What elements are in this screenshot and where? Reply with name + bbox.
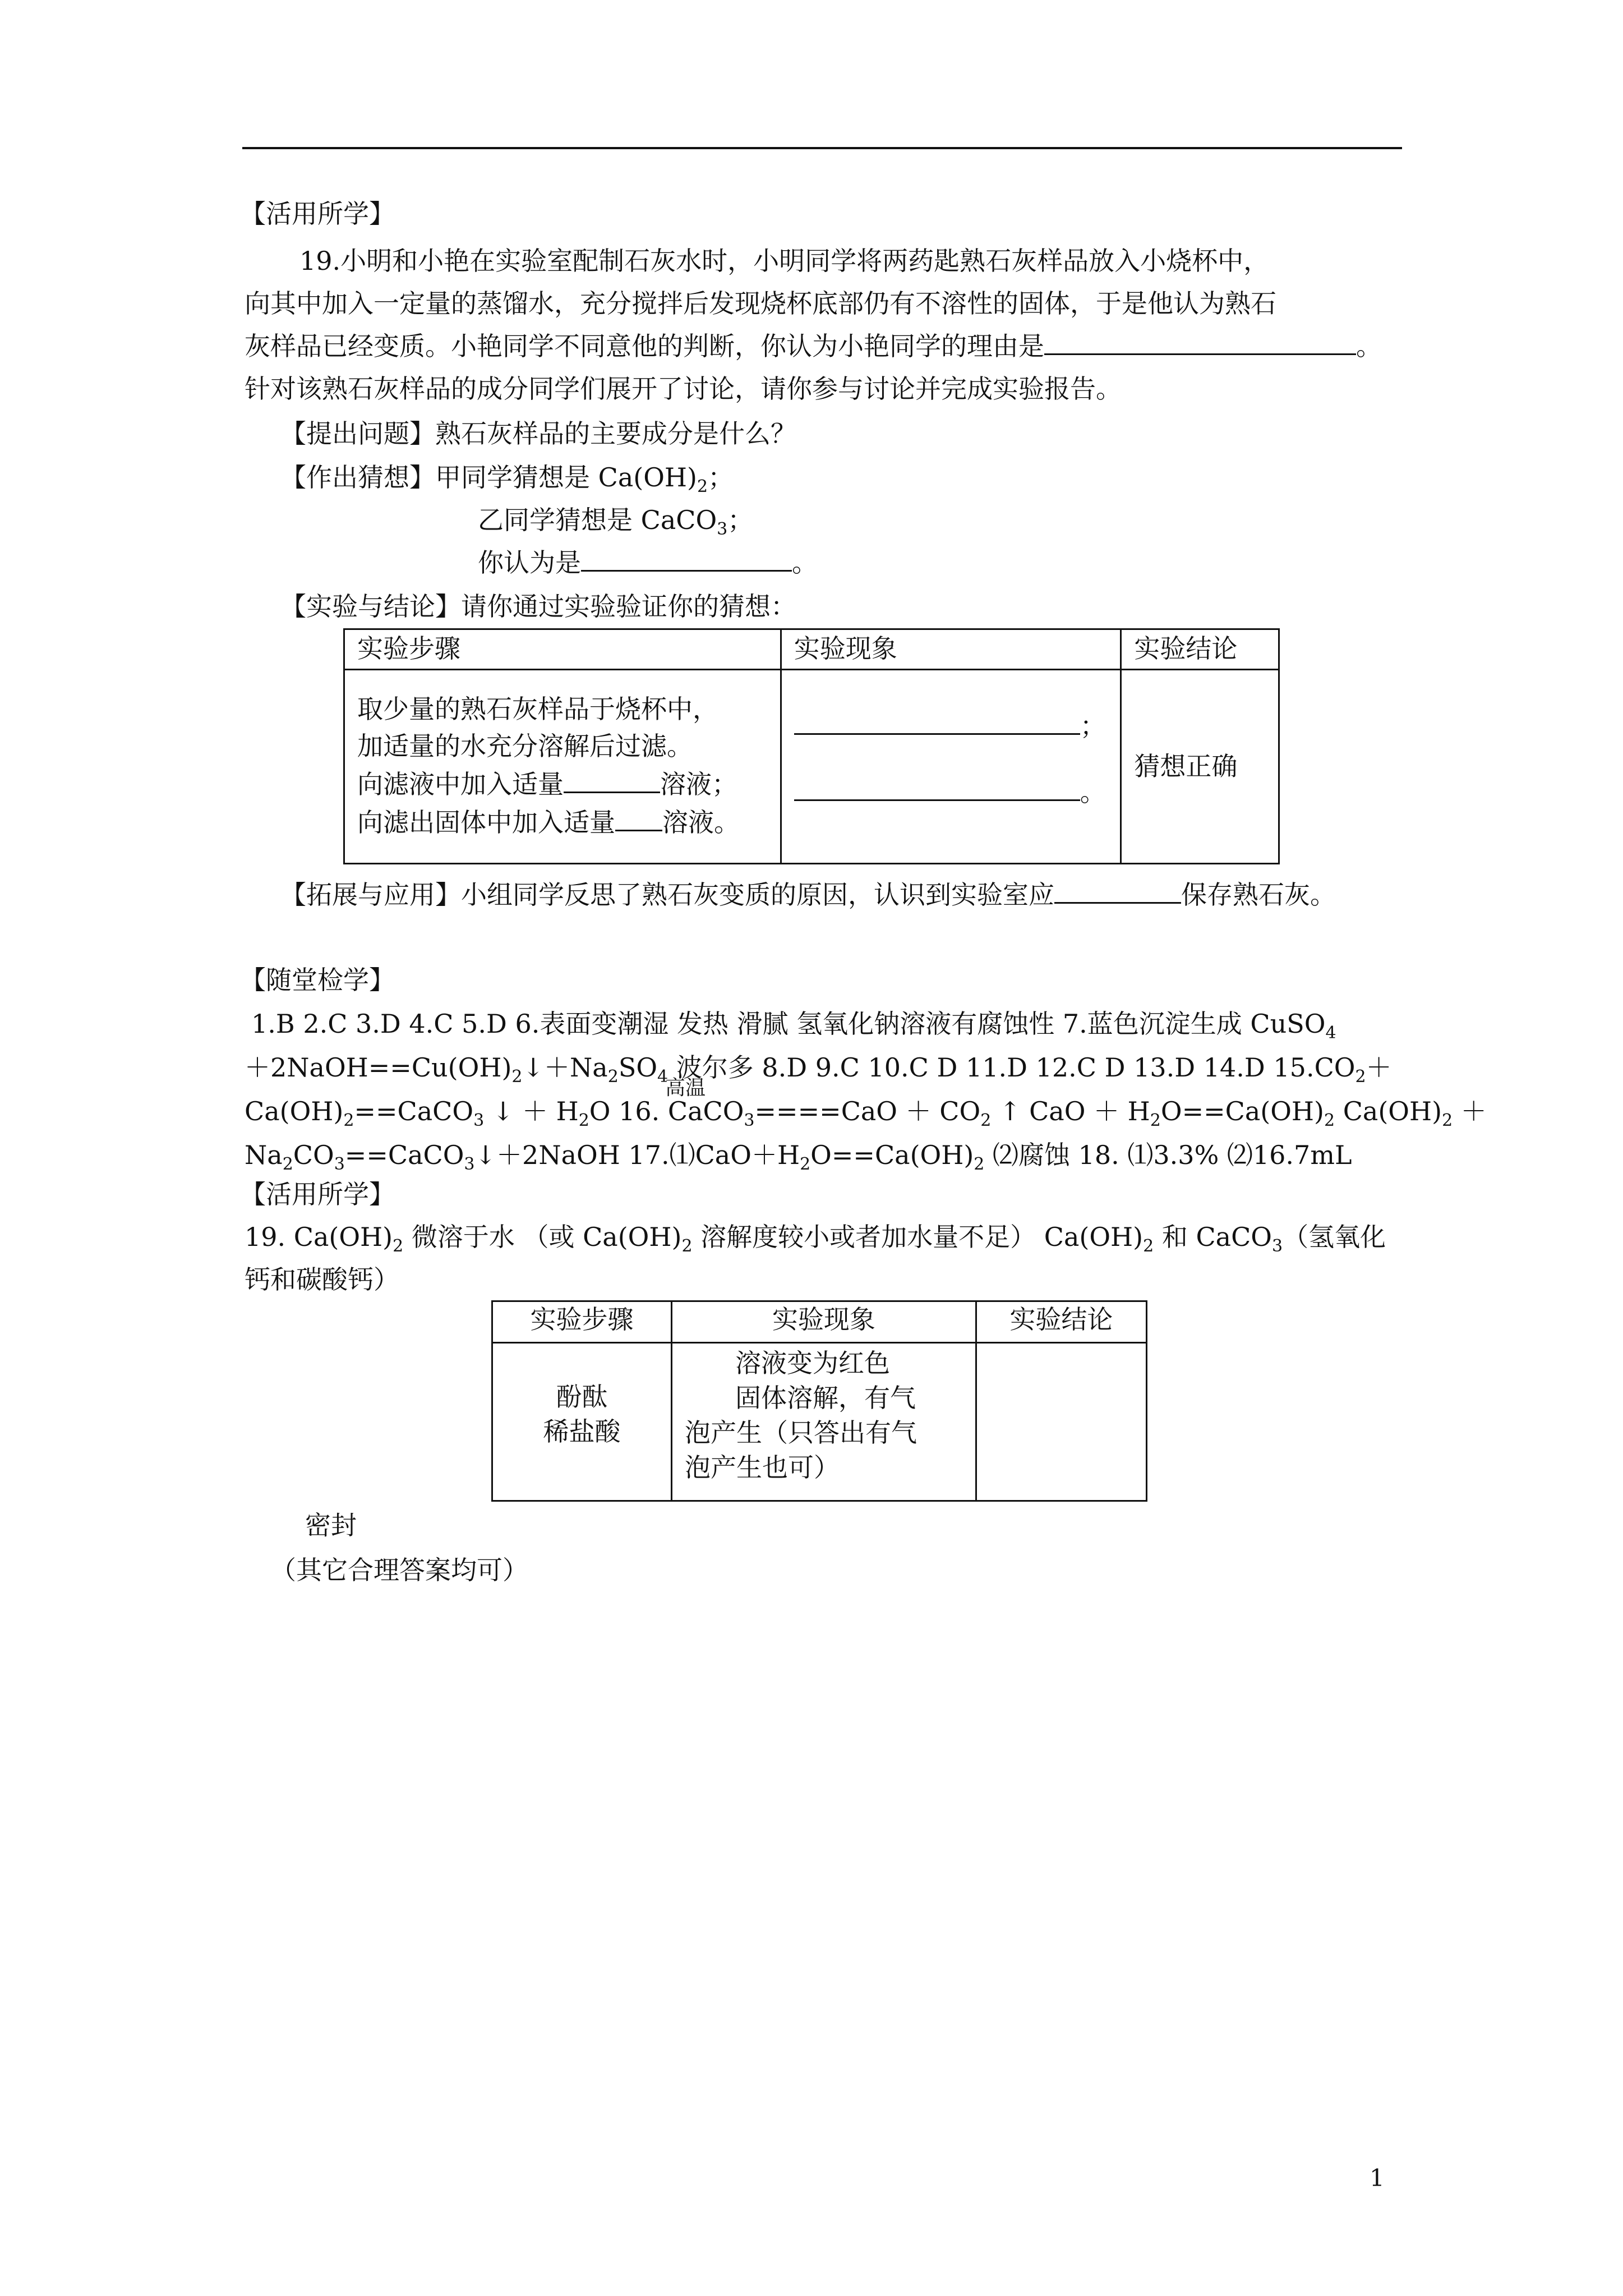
guess-line3: 你认为是 。	[478, 543, 818, 582]
header-conclusion: 实验结论	[1121, 629, 1279, 670]
header-rule	[242, 147, 1402, 149]
extend-line: 【拓展与应用】小组同学反思了熟石灰变质的原因，认识到实验室应 保存熟石灰。	[280, 875, 1336, 914]
q19-line3: 灰样品已经变质。小艳同学不同意他的判断，你认为小艳同学的理由是 。	[245, 326, 1382, 366]
phenomena-cell: ； 。	[781, 670, 1121, 864]
reason-blank[interactable]	[1044, 326, 1356, 355]
guess-line1: 【作出猜想】甲同学猜想是 $Ca(OH)_2$；	[280, 462, 734, 496]
answers-line4: $Na_2CO_3==CaCO_3↓+2NaOH$ $17.⑴CaO+H_2O==Ca(OH)_2$ ⑵腐蚀 18. ⑴3.3% ⑵16.7mL	[245, 1140, 1352, 1174]
conclusion-cell: 猜想正确	[1121, 670, 1279, 864]
phenomenon-blank-2[interactable]	[794, 772, 1080, 801]
filtrate-reagent-blank[interactable]	[564, 765, 660, 793]
steps-cell: 取少量的熟石灰样品于烧杯中， 加适量的水充分溶解后过滤。 向滤液中加入适量 溶液； 向滤出固体中加入适量 溶液。	[344, 670, 781, 864]
other-answers-note: （其它合理答案均可）	[270, 1555, 528, 1585]
answer-steps-cell: 酚酞 稀盐酸	[492, 1343, 672, 1501]
answer-table-row	[492, 1343, 1147, 1501]
q19-line2: 向其中加入一定量的蒸馏水，充分搅拌后发现烧杯底部仍有不溶性的固体，于是他认为熟石	[245, 288, 1276, 319]
q19-line1: 19.小明和小艳在实验室配制石灰水时，小明同学将两药匙熟石灰样品放入小烧杯中，	[299, 246, 1270, 276]
answer-header-phenomena: 实验现象	[671, 1301, 976, 1343]
page-number: 1	[1370, 2164, 1385, 2192]
answer-conclusion-cell	[976, 1343, 1146, 1501]
answers-line1: 1.B 2.C 3.D 4.C 5.D 6.表面变潮湿 发热 滑腻 氢氧化钠溶液有腐蚀性 7.蓝色沉淀生成 CuSO$_4$	[251, 1009, 1336, 1043]
gaowen-condition: 高温	[665, 1076, 706, 1099]
question-line: 【提出问题】熟石灰样品的主要成分是什么？	[280, 418, 796, 449]
answer19-line2: 钙和碳酸钙）	[245, 1264, 399, 1295]
answer-table	[491, 1300, 1147, 1502]
experiment-table-header	[344, 629, 1279, 670]
answer-header-steps: 实验步骤	[492, 1301, 672, 1343]
answers-title: 【随堂检学】	[240, 965, 395, 995]
answer-phenomena-cell: 溶液变为红色 固体溶解，有气 泡产生（只答出有气 泡产生也可）	[671, 1343, 976, 1501]
header-phenomena: 实验现象	[781, 629, 1121, 670]
experiment-table-row	[344, 670, 1279, 864]
answer19-line1: 19. $Ca(OH)_2$ 微溶于水 （或 $Ca(OH)_2$ 溶解度较小或者加水量不足） $Ca(OH)_2$ 和 CaCO$_3$（氢氧化	[245, 1222, 1386, 1256]
phenomenon-blank-1[interactable]	[794, 706, 1080, 735]
solid-reagent-blank[interactable]	[615, 803, 662, 831]
guess-line2: 乙同学猜想是 CaCO$_3$；	[478, 505, 754, 539]
answers-line2: $+2NaOH==Cu(OH)_2↓+Na_2SO_4$ 波尔多 8.D 9.C 10.C D 11.D 12.C D 13.D 14.D $15.CO_2+$	[245, 1052, 1392, 1087]
answers-line3: $Ca(OH)_2==CaCO_3$ ↓ ＋ $H_2O$ 16. CaCO$_3$====CaO ＋ $CO_2$ ↑ CaO ＋ $H_2O==Ca(OH)_2$ $Ca(OH)_2$ ＋	[245, 1096, 1487, 1130]
answer-header-conclusion: 实验结论	[976, 1301, 1146, 1343]
answer-table-header	[492, 1301, 1147, 1343]
answers-section-title: 【活用所学】	[240, 1179, 395, 1209]
seal-answer: 密封	[305, 1510, 357, 1540]
experiment-table	[343, 628, 1280, 864]
q19-line4: 针对该熟石灰样品的成分同学们展开了讨论，请你参与讨论并完成实验报告。	[245, 374, 1122, 404]
storage-blank[interactable]	[1054, 875, 1181, 904]
header-steps: 实验步骤	[344, 629, 781, 670]
section-title-huoyong: 【活用所学】	[240, 199, 395, 229]
guess-blank[interactable]	[581, 543, 792, 572]
q19-line3-text: 灰样品已经变质。小艳同学不同意他的判断，你认为小艳同学的理由是	[245, 331, 1044, 361]
experiment-intro: 【实验与结论】请你通过实验验证你的猜想：	[280, 591, 796, 622]
